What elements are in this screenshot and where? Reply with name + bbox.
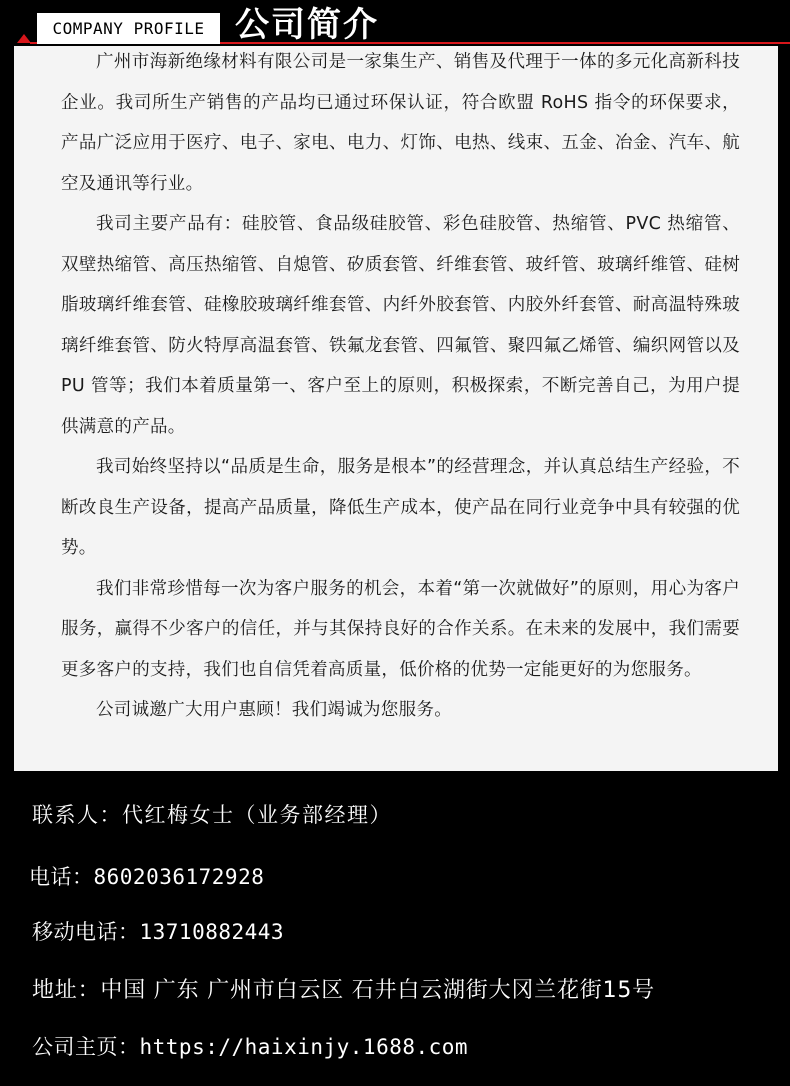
contact-homepage-label: 公司主页： [32, 1035, 140, 1059]
header-triangle-marker [17, 34, 31, 43]
company-profile-panel [14, 46, 778, 771]
contact-homepage [32, 1032, 468, 1062]
page-header [0, 0, 790, 46]
contact-person-value: 代红梅女士（业务部经理） [122, 803, 392, 827]
contact-person [32, 800, 392, 830]
profile-paragraph-2: 我司主要产品有：硅胶管、食品级硅胶管、彩色硅胶管、热缩管、PVC 热缩管、双壁热缩管、高压热缩管、自熄管、矽质套管、纤维套管、玻纤管、玻璃纤维管、硅树脂玻璃纤维套管、硅橡胶玻璃纤维套管、内纤外胶套管、内胶外纤套管、耐高温特殊玻璃纤维套管、防火特厚高温套管、铁氟龙套管、四氟管、聚四氟乙烯管、编织网管以及 PU 管等；我们本着质量第一、客户至上的原则，积极探索，不断完善自己，为用户提供满意的产品。 [61, 214, 740, 437]
contact-mobile-label: 移动电话： [32, 920, 140, 944]
profile-paragraph-4: 我们非常珍惜每一次为客户服务的机会，本着“第一次就做好”的原则，用心为客户服务，赢得不少客户的信任，并与其保持良好的合作关系。在未来的发展中，我们需要更多客户的支持，我们也自信凭着高质量，低价格的优势一定能更好的为您服务。 [61, 578, 740, 680]
contact-address-label: 地址： [32, 978, 101, 1003]
profile-paragraph-1: 广州市海新绝缘材料有限公司是一家集生产、销售及代理于一体的多元化高新科技企业。我司所生产销售的产品均已通过环保认证，符合欧盟 RoHS 指令的环保要求，产品广泛应用于医疗、电子、家电、电力、灯饰、电热、线束、五金、冶金、汽车、航空及通讯等行业。 [61, 52, 740, 194]
profile-paragraph-5: 公司诚邀广大用户惠顾！我们竭诚为您服务。 [96, 700, 452, 720]
header-chinese-title: 公司简介 [235, 5, 379, 45]
contact-phone [29, 862, 264, 892]
contact-phone-value: 8602036172928 [93, 865, 265, 889]
contact-phone-label: 电话： [29, 865, 94, 889]
contact-mobile-value: 13710882443 [139, 920, 285, 944]
profile-paragraph-3: 我司始终坚持以“品质是生命，服务是根本”的经营理念，并认真总结生产经验，不断改良生产设备，提高产品质量，降低生产成本，使产品在同行业竞争中具有较强的优势。 [61, 457, 740, 558]
contact-address [32, 976, 655, 1006]
contact-person-label: 联系人： [32, 803, 122, 827]
contact-mobile [32, 917, 284, 947]
header-english-title: COMPANY PROFILE [37, 13, 220, 44]
contact-address-value: 中国 广东 广州市白云区 石井白云湖街大冈兰花街15号 [100, 978, 655, 1003]
homepage-link[interactable]: https://haixinjy.1688.com [139, 1035, 469, 1059]
